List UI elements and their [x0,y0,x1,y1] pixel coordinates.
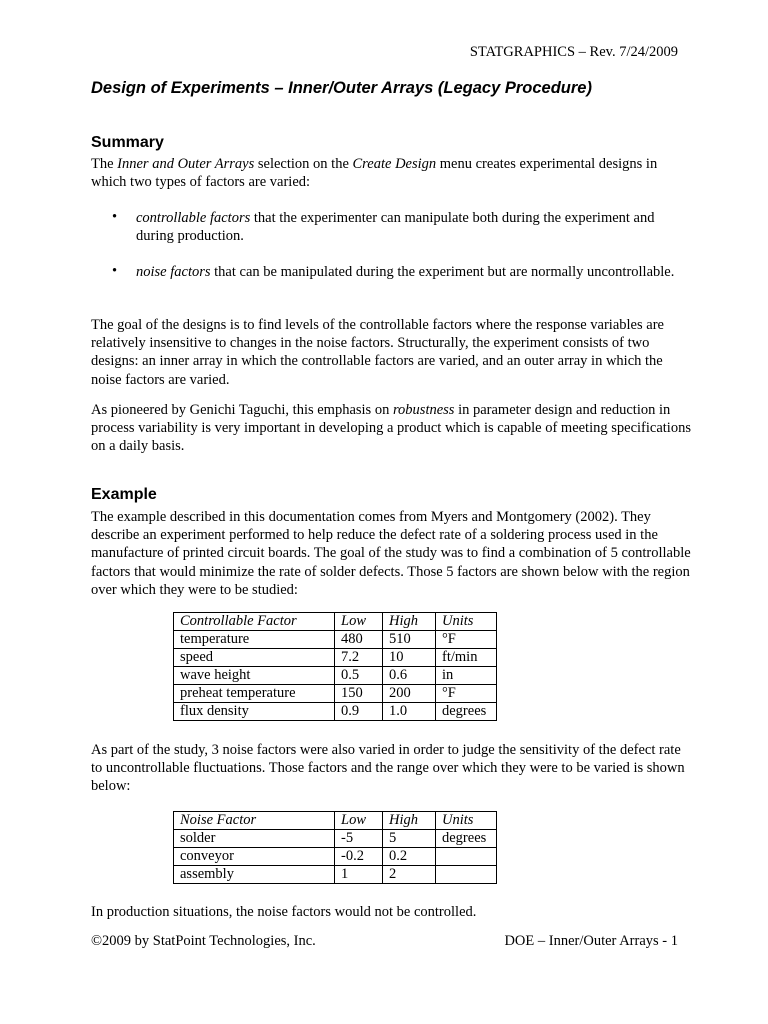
table-cell [436,848,497,866]
table-row [174,649,497,667]
table-row [174,631,497,649]
table-header-cell: High [383,812,436,830]
taguchi-paragraph: As pioneered by Genichi Taguchi, this emphasis on robustness in parameter design and reduction in process variability is very important in developing a product which is capable of meeting specifications on a daily basis. [91,402,691,455]
table-cell: 7.2 [335,649,383,667]
table-header-cell: Units [436,812,497,830]
table-cell: speed [174,649,335,667]
bullet-noise-factors: noise factors that can be manipulated during the experiment but are normally uncontrollable. [136,264,675,280]
noise-factor-table [173,811,497,884]
footer-copyright: ©2009 by StatPoint Technologies, Inc. [91,933,316,949]
table-row [174,667,497,685]
table-header-cell: High [383,613,436,631]
table-row [174,866,497,884]
summary-goal-paragraph: The goal of the designs is to find levels of the controllable factors where the response variables are relatively insensitive to changes in the noise factors. Structurally, the experiment consists of two designs: an inner array in which the controllable factors are varied, and an outer array in which the noise factors are varied. [91,317,664,388]
table-cell: flux density [174,703,335,721]
table-cell: 1.0 [383,703,436,721]
table-cell: wave height [174,667,335,685]
header-revision: STATGRAPHICS – Rev. 7/24/2009 [469,44,678,60]
summary-intro: The Inner and Outer Arrays selection on the Create Design menu creates experimental designs in which two types of factors are varied: [91,156,658,191]
table-header-row [174,812,497,830]
table-header-cell: Low [335,812,383,830]
table-cell: solder [174,830,335,848]
page-title: Design of Experiments – Inner/Outer Arrays (Legacy Procedure) [91,79,592,97]
table-row [174,703,497,721]
table-cell: 5 [383,830,436,848]
table-cell: conveyor [174,848,335,866]
table-cell: degrees [436,830,497,848]
footer-page-number: DOE – Inner/Outer Arrays - 1 [504,933,678,949]
table-cell: 510 [383,631,436,649]
table-header-cell: Noise Factor [174,812,335,830]
table-row [174,830,497,848]
bullet-marker: • [112,263,118,279]
table-cell: 200 [383,685,436,703]
bullet-marker: • [112,209,118,225]
table-cell: degrees [436,703,497,721]
example-intro-paragraph: The example described in this documentation comes from Myers and Montgomery (2002). They describe an experiment performed to help reduce the defect rate of a soldering process used in the manufacture of printed circuit boards. The goal of the study was to find a combination of 5 controllable factors that would minimize the rate of solder defects. Those 5 factors are shown below with the region over which they were to be studied: [91,509,691,598]
table-cell: 0.9 [335,703,383,721]
table-cell: temperature [174,631,335,649]
table-cell: 2 [383,866,436,884]
summary-heading: Summary [91,134,164,151]
table-cell: 0.2 [383,848,436,866]
table-cell: assembly [174,866,335,884]
table-cell [436,866,497,884]
table-cell: ft/min [436,649,497,667]
example-heading: Example [91,486,157,503]
noise-intro-paragraph: As part of the study, 3 noise factors were also varied in order to judge the sensitivity of the defect rate to uncontrollable fluctuations. Those factors and the range over which they were to be varied is shown below: [91,742,685,795]
table-cell: 480 [335,631,383,649]
controllable-factor-table [173,612,497,721]
closing-paragraph: In production situations, the noise factors would not be controlled. [91,904,477,920]
table-cell: -0.2 [335,848,383,866]
table-header-cell: Controllable Factor [174,613,335,631]
table-header-row [174,613,497,631]
table-cell: 10 [383,649,436,667]
table-cell: -5 [335,830,383,848]
table-cell: in [436,667,497,685]
table-cell: 1 [335,866,383,884]
table-row [174,685,497,703]
table-header-cell: Low [335,613,383,631]
table-cell: 150 [335,685,383,703]
table-cell: preheat temperature [174,685,335,703]
table-cell: °F [436,631,497,649]
table-cell: 0.5 [335,667,383,685]
table-header-cell: Units [436,613,497,631]
table-row [174,848,497,866]
table-cell: 0.6 [383,667,436,685]
bullet-controllable-factors: controllable factors that the experimenter can manipulate both during the experiment and during production. [136,210,655,245]
table-cell: °F [436,685,497,703]
